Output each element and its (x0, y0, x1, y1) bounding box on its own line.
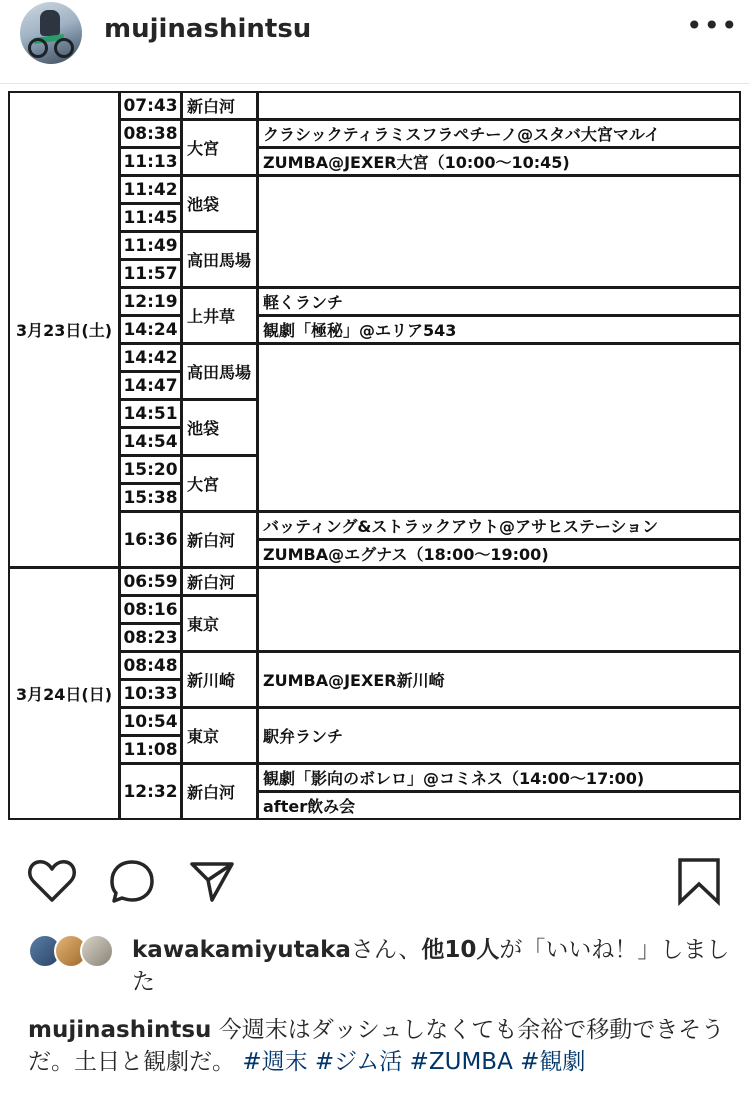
time-cell: 11:45 (119, 203, 182, 232)
likes-suffix: が「いいね！」しました (132, 937, 730, 995)
station-cell: 新白河 (181, 511, 258, 568)
likes-text (132, 934, 732, 998)
heart-icon[interactable] (26, 856, 78, 906)
likes-others-link[interactable]: 他10人 (421, 937, 500, 963)
activity-cell: バッティング&ストラックアウト@アサヒステーション (257, 511, 741, 540)
activity-cell: ZUMBA@エグナス（18:00〜19:00) (257, 539, 741, 568)
station-cell: 東京 (181, 595, 258, 652)
activity-cell: 駅弁ランチ (257, 707, 741, 764)
time-cell: 12:32 (119, 763, 182, 820)
station-cell: 新白河 (181, 763, 258, 820)
activity-cell: 観劇「極秘」@エリア543 (257, 315, 741, 344)
station-cell: 大宮 (181, 119, 258, 176)
time-cell: 08:48 (119, 651, 182, 680)
hashtag-link[interactable]: #週末 (242, 1049, 308, 1075)
share-icon[interactable] (186, 856, 238, 906)
comment-icon[interactable] (106, 856, 158, 906)
hashtag-link[interactable]: #ジム活 (314, 1049, 403, 1075)
caption-username[interactable]: mujinashintsu (28, 1017, 212, 1043)
post-image-schedule[interactable] (0, 84, 750, 844)
time-cell: 07:43 (119, 91, 182, 120)
caption-text: 今週末はダッシュしなくても余裕で移動できそうだ。土日と観劇だ。 (28, 1017, 725, 1075)
station-cell: 上井草 (181, 287, 258, 344)
post-caption (28, 1014, 728, 1078)
time-cell: 10:33 (119, 679, 182, 708)
time-cell: 11:42 (119, 175, 182, 204)
liker-username[interactable]: kawakamiyutaka (132, 937, 351, 963)
station-cell: 高田馬場 (181, 343, 258, 400)
time-cell: 14:47 (119, 371, 182, 400)
time-cell: 15:38 (119, 483, 182, 512)
day-label: 3月24日(日) (8, 567, 120, 820)
time-cell: 16:36 (119, 511, 182, 568)
time-cell: 12:19 (119, 287, 182, 316)
bookmark-icon[interactable] (676, 856, 722, 906)
time-cell: 15:20 (119, 455, 182, 484)
activity-cell: after飲み会 (257, 791, 741, 820)
activity-cell: ZUMBA@JEXER大宮（10:00〜10:45) (257, 147, 741, 176)
time-cell: 08:38 (119, 119, 182, 148)
station-cell: 新白河 (181, 91, 258, 120)
time-cell: 06:59 (119, 567, 182, 596)
time-cell: 14:42 (119, 343, 182, 372)
time-cell: 11:08 (119, 735, 182, 764)
user-avatar[interactable] (20, 2, 82, 64)
time-cell: 11:49 (119, 231, 182, 260)
time-cell: 14:54 (119, 427, 182, 456)
station-cell: 東京 (181, 707, 258, 764)
activity-cell-empty (257, 567, 741, 652)
day-label: 3月23日(土) (8, 91, 120, 568)
station-cell: 池袋 (181, 175, 258, 232)
activity-cell: クラシックティラミスフラペチーノ@スタバ大宮マルイ (257, 119, 741, 148)
hashtag-link[interactable]: #ZUMBA (409, 1049, 513, 1075)
time-cell: 11:13 (119, 147, 182, 176)
time-cell: 14:24 (119, 315, 182, 344)
activity-cell-empty (257, 175, 741, 288)
time-cell: 08:23 (119, 623, 182, 652)
time-cell: 10:54 (119, 707, 182, 736)
station-cell: 池袋 (181, 399, 258, 456)
time-cell: 14:51 (119, 399, 182, 428)
activity-cell: 観劇「影向のボレロ」@コミネス（14:00〜17:00) (257, 763, 741, 792)
station-cell: 高田馬場 (181, 231, 258, 288)
time-cell: 11:57 (119, 259, 182, 288)
post-username[interactable]: mujinashintsu (104, 14, 312, 44)
activity-cell: 軽くランチ (257, 287, 741, 316)
likes-san: さん、 (350, 937, 422, 963)
more-options-icon[interactable]: ••• (686, 9, 739, 42)
station-cell: 大宮 (181, 455, 258, 512)
activity-cell: ZUMBA@JEXER新川崎 (257, 651, 741, 708)
activity-cell-empty (257, 91, 741, 120)
post-header (0, 0, 750, 84)
action-bar (0, 850, 750, 920)
liker-avatar[interactable] (80, 934, 114, 968)
station-cell: 新白河 (181, 567, 258, 596)
station-cell: 新川崎 (181, 651, 258, 708)
activity-cell-empty (257, 343, 741, 512)
hashtag-link[interactable]: #観劇 (520, 1049, 586, 1075)
time-cell: 08:16 (119, 595, 182, 624)
